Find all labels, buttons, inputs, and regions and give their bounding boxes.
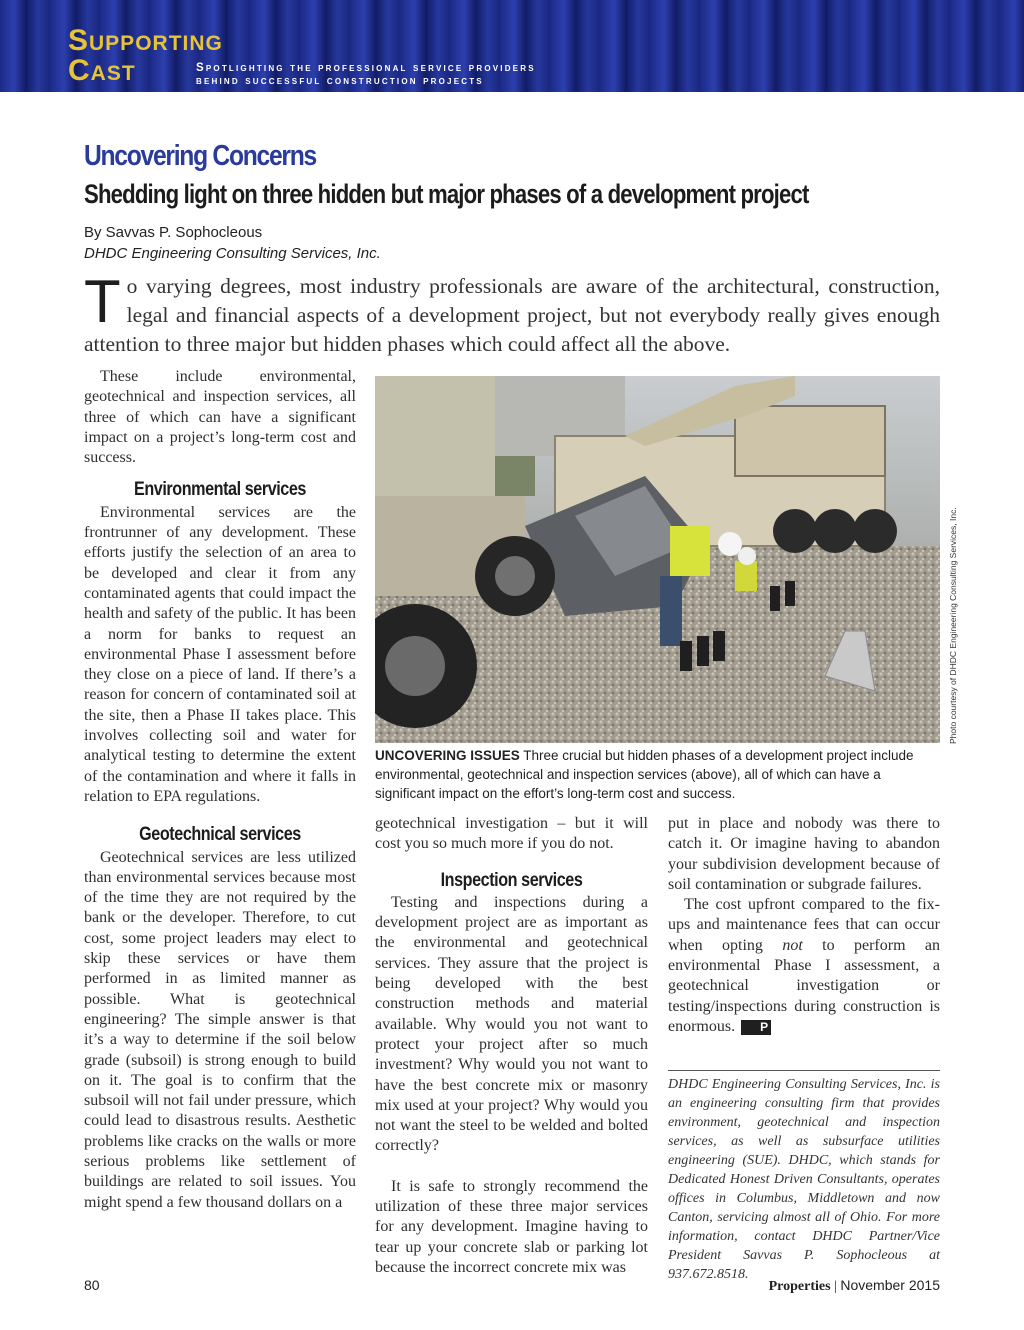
intro-paragraph: These include environmental, geotechnical and inspection services, all three of which can have a significant impact on a project’s long-term cost and success. <box>84 368 356 467</box>
column-right <box>668 814 940 1037</box>
cost-paragraph <box>668 895 940 1037</box>
inspection-heading: Inspection services <box>440 869 583 891</box>
geotechnical-continued: geotechnical investigation – but it will cost you so much more if you do not. <box>375 815 648 853</box>
construction-site-photo <box>375 376 940 743</box>
header-banner <box>0 0 1024 92</box>
caption-text: Three crucial but hidden phases of a development project include environmental, geotechnical and inspection services (above), all of which can have a significant impact on the effort’s long-term cost and success. <box>375 748 914 801</box>
cost-text-emphasis: not <box>782 936 803 954</box>
lede-paragraph <box>84 268 940 359</box>
article-title: Uncovering Concerns <box>84 140 316 172</box>
byline: By Savvas P. Sophocleous <box>84 224 263 241</box>
lede-text: o varying degrees, most industry professionals are aware of the architectural, construction, legal and financial aspects of a development project, but not everybody really gives enough attention to three major but hidden phases which could affect all the above. <box>84 274 940 356</box>
footer-publication <box>769 1277 940 1295</box>
geotechnical-paragraph: Geotechnical services are less utilized than environmental services because most of the time they are not required by the bank or the developer. Therefore, to cut cost, some project leaders may elect to skip these services or have them performed in as limited manner as possible. What is geotechnical engineering? The simple answer is that it’s a way to determine if the soil below grade (subsoil) is strong enough to build on it. The goal is to confirm that the subsoil will not fail under pressure, which could lead to disastrous results. Aesthetic problems like cracks on the walls or more serious problems like settlement of buildings are related to soil issues. You might spend a few thousand dollars on a <box>84 848 356 1211</box>
author-bio: DHDC Engineering Consulting Services, Inc. is an engineering consulting firm that provides environment, geotechnical and inspection services, as well as subsurface utilities engineering (SUE). DHDC, which stands for Dedicated Honest Driven Consultants, operates offices in Columbus, Middletown and now Canton, servicing almost all of Ohio. For more information, contact DHDC Partner/Vice President Savvas P. Sophocleous at 937.672.8518. <box>668 1070 940 1284</box>
recommendation-paragraph: It is safe to strongly recommend the utilization of these three major services for any development. Imagine having to tear up your concrete slab or parking lot because the incorrect concrete mix was <box>375 1177 648 1276</box>
end-mark-icon: P <box>741 1020 771 1035</box>
tagline-line2: behind successful construction projects <box>196 75 484 87</box>
column-middle <box>375 814 648 1278</box>
section-title-line1: Supporting <box>68 24 223 57</box>
drop-cap: T <box>84 268 121 335</box>
inspection-paragraph: Testing and inspections during a development project are as important as the environmental and geotechnical services. They assure that the project is being developed with the best construction methods and material available. Why would you not want to protect your project after so much investment? Why would you not want to have the best concrete mix or masonry mix used at your project? Why would you not want the steel to be welded and bolted correctly? <box>375 893 648 1155</box>
cost-text-a: The cost upfront compared to the fix-ups and maintenance fees that can occur when opting <box>668 896 940 954</box>
issue-date: November 2015 <box>840 1277 940 1293</box>
right-continued: put in place and nobody was there to catch it. Or imagine having to abandon your subdivision development because of soil contamination or subgrade failures. <box>668 815 940 893</box>
column-left <box>84 367 356 1213</box>
geotechnical-heading: Geotechnical services <box>139 824 301 846</box>
environmental-heading: Environmental services <box>134 479 306 501</box>
photo-caption <box>375 746 940 803</box>
page-number: 80 <box>84 1277 100 1293</box>
magazine-name: Properties <box>768 1279 831 1294</box>
photo-credit: Photo courtesy of DHDC Engineering Consulting Services, Inc. <box>948 507 958 744</box>
section-tagline <box>196 62 536 88</box>
tagline-line1: Spotlighting the professional service providers <box>196 62 536 74</box>
section-title-line2: Cast <box>68 54 136 87</box>
cost-text-b: to perform an environmental Phase I assessment, a geotechnical investigation or testing/inspections during construction is enormous. <box>668 936 941 1035</box>
footer-separator: | <box>830 1279 841 1294</box>
caption-lead: UNCOVERING ISSUES <box>375 748 520 763</box>
author-company: DHDC Engineering Consulting Services, Inc. <box>84 245 381 262</box>
environmental-paragraph: Environmental services are the frontrunner of any development. These efforts justify the selection of an area to be developed and clear it from any contaminated agents that could impact the health and safety of the public. It has been a norm for banks to request an environmental Phase I assessment before they close on a piece of land. If there’s a reason for concern of contaminated soil at the site, then a Phase II takes place. This involves collecting soil and water for analytical testing to determine the extent of the contamination and where it falls in relation to EPA regulations. <box>84 503 356 805</box>
article-subtitle: Shedding light on three hidden but major phases of a development project <box>84 179 809 209</box>
